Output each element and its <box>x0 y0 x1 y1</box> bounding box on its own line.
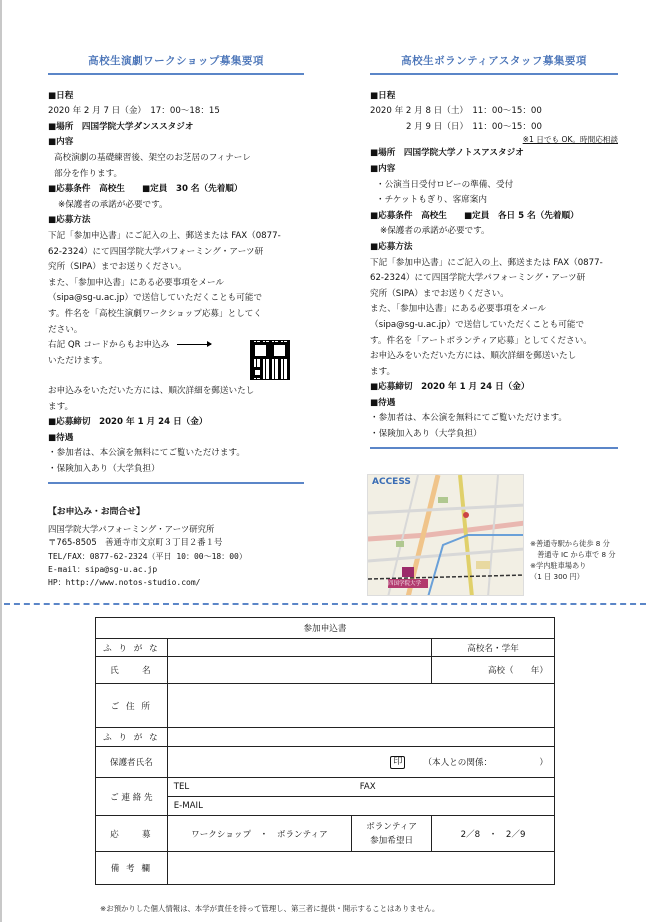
contact-email[interactable]: E-mail：sipa@sg-u.ac.jp <box>48 564 158 574</box>
contact-hp[interactable]: HP：http://www.notos-studio.com/ <box>48 578 201 588</box>
text-line: ■内容 <box>48 137 74 148</box>
text-line: ■場所 四国学院大学ノトスアスタジオ <box>370 148 524 159</box>
workshop-title: 高校生演劇ワークショップ募集要項 <box>48 54 304 75</box>
text-line: 究所（SIPA）までお送りください。 <box>370 288 509 299</box>
left-divider <box>48 482 304 484</box>
text-line: ※保護者の承諾が必要です。 <box>380 226 490 237</box>
text-line: ます。 <box>370 366 396 377</box>
guardian-field[interactable] <box>167 747 554 778</box>
text-line: 62-2324）にて四国学院大学パフォーミング・アーツ研 <box>370 273 586 284</box>
text-line: お申込みをいただいた方には、順次詳細を郵送いたし <box>370 351 577 362</box>
access-map <box>367 474 524 596</box>
contact-label: ご 連 絡 先 <box>96 778 168 816</box>
text-line: 2020 年 2 月 7 日（金） 17：00～18：15 <box>48 106 220 117</box>
map-note: ※善通寺駅から徒歩 8 分 <box>530 539 610 548</box>
left-border <box>0 0 2 922</box>
contact-title: 【お申込み・お問合せ】 <box>48 507 145 517</box>
text-line: ・参加者は、本公演を無料にてご覧いただけます。 <box>370 413 567 424</box>
remarks-field[interactable] <box>167 852 554 885</box>
text-line: 高校演劇の基礎練習後、架空のお芝居のフィナーレ <box>54 152 251 163</box>
text-line: ・チケットもぎり、客席案内 <box>376 195 487 206</box>
school-header: 高校名・学年 <box>432 639 555 657</box>
text-line: ■応募締切 2020 年 1 月 24 日（金） <box>48 417 208 428</box>
map-note: （1 日 300 円） <box>530 572 584 581</box>
text-line: ■場所 四国学院大学ダンススタジオ <box>48 121 194 132</box>
text-line: 究所（SIPA）までお送りください。 <box>48 262 187 273</box>
seal-mark: 印 <box>390 756 405 769</box>
text-line: お申込みをいただいた方には、順次詳細を郵送いたし <box>48 386 255 397</box>
text-line: ■待遇 <box>370 397 396 408</box>
text-line: （sipa@sg-u.ac.jp）で送信していただくことも可能で <box>48 293 263 304</box>
tel-label: TEL <box>173 782 190 792</box>
vol-date-label-2: 参加希望日 <box>370 835 414 846</box>
apply-label: 応 募 <box>96 816 168 852</box>
text-line: （sipa@sg-u.ac.jp）で送信していただくことも可能で <box>370 319 585 330</box>
text-line: ・公演当日受付ロビーの準備、受付 <box>376 179 514 190</box>
qr-row <box>48 338 304 380</box>
name-field[interactable] <box>167 657 431 684</box>
text-line: ださい。 <box>48 324 83 335</box>
furigana2-label: ふ り が な <box>96 728 168 747</box>
text-line: ■日程 <box>370 90 396 101</box>
text-line: ■待遇 <box>48 432 74 443</box>
school-field[interactable]: 高校（ 年） <box>432 657 555 684</box>
text-line: 下記「参加申込書」にご記入の上、郵送または FAX（0877- <box>48 230 281 241</box>
email-label: E-MAIL <box>173 801 203 811</box>
text-line: す。件名を「高校生演劇ワークショップ応募」としてく <box>48 308 262 319</box>
access-map-graphic <box>368 475 524 596</box>
text-line: 62-2324）にて四国学院大学パフォーミング・アーツ研 <box>48 246 264 257</box>
schedule-note: ※1 日でも OK。時間応相談 <box>522 135 618 145</box>
remarks-label: 備 考 欄 <box>96 852 168 885</box>
furigana2-field[interactable] <box>167 728 554 747</box>
workshop-details <box>48 89 304 339</box>
map-note: 善通寺 IC から車で 8 分 <box>530 550 616 559</box>
text-line: また、「参加申込書」にある必要事項をメール <box>48 277 224 288</box>
text-line: ■応募方法 <box>48 215 91 226</box>
text-line: ■内容 <box>370 163 396 174</box>
address-field[interactable] <box>167 684 554 728</box>
fax-label: FAX <box>359 782 376 792</box>
workshop-section <box>48 54 304 484</box>
qr-code-icon[interactable] <box>250 340 290 380</box>
map-note: ※学内駐車場あり <box>530 561 587 570</box>
apply-options[interactable]: ワークショップ ・ ボランティア <box>167 816 351 852</box>
text-line: ・保険加入あり（大学負担） <box>370 429 482 440</box>
vol-date-label <box>352 816 432 852</box>
cut-line <box>4 603 646 605</box>
relation-field: （本人との関係： ） <box>423 758 548 768</box>
guardian-label: 保護者氏名 <box>96 747 168 778</box>
furigana-label: ふ り が な <box>96 639 168 657</box>
privacy-note: ※お預かりした個人情報は、本学が責任を持って管理し、第三者に提供・開示することはありません。 <box>100 904 440 913</box>
tel-fax-field[interactable] <box>167 778 554 797</box>
text-line: ■日程 <box>48 90 74 101</box>
text-line: ■応募方法 <box>370 241 413 252</box>
map-heading: ACCESS <box>372 477 411 487</box>
text-line: 2020 年 2 月 8 日（土） 11：00～15：00 <box>370 106 542 117</box>
vol-date-label-1: ボランティア <box>366 821 418 832</box>
contact-block <box>48 506 247 589</box>
text-line: 2 月 9 日（日） 11：00～15：00 <box>406 121 542 132</box>
qr-text-1: 右記 QR コードからもお申込み <box>48 338 211 354</box>
form-title: 参加申込書 <box>96 618 555 639</box>
contact-tel: TEL/FAX：0877-62-2324（平日 10：00～18：00） <box>48 551 247 561</box>
arrow-right-icon <box>177 344 211 345</box>
email-field[interactable] <box>167 797 554 816</box>
qr-text-2: いただけます。 <box>48 355 108 366</box>
right-divider <box>370 447 618 449</box>
workshop-details-2 <box>48 384 304 478</box>
text-line: ■応募条件 高校生 ■定員 各日 5 名（先着順） <box>370 210 579 221</box>
vol-dates[interactable]: 2／8 ・ 2／9 <box>432 816 555 852</box>
text-line: 部分を作ります。 <box>54 168 123 179</box>
text-line: す。件名を「アートボランティア応募」としてください。 <box>370 335 592 346</box>
text-line: ■応募条件 高校生 ■定員 30 名（先着順） <box>48 184 243 195</box>
text-line: ・参加者は、本公演を無料にてご覧いただけます。 <box>48 448 245 459</box>
text-line: 下記「参加申込書」にご記入の上、郵送または FAX（0877- <box>370 257 603 268</box>
volunteer-schedule <box>370 89 618 136</box>
volunteer-section <box>370 54 618 449</box>
map-campus-label: 四国学院大学 <box>388 581 422 587</box>
map-notes <box>530 538 616 582</box>
application-form <box>95 617 555 885</box>
furigana-field[interactable] <box>167 639 431 657</box>
text-line: ます。 <box>48 401 74 412</box>
address-label: ご 住 所 <box>96 684 168 728</box>
name-label: 氏 名 <box>96 657 168 684</box>
text-line: また、「参加申込書」にある必要事項をメール <box>370 304 546 315</box>
volunteer-details <box>370 146 618 442</box>
text-line: ■応募締切 2020 年 1 月 24 日（金） <box>370 382 530 393</box>
contact-address: 〒765-8505 善通寺市文京町３丁目２番１号 <box>48 537 223 548</box>
contact-org: 四国学院大学パフォーミング・アーツ研究所 <box>48 524 215 535</box>
volunteer-title: 高校生ボランティアスタッフ募集要項 <box>370 54 618 75</box>
text-line: ※保護者の承諾が必要です。 <box>58 199 168 210</box>
text-line: ・保険加入あり（大学負担） <box>48 464 160 475</box>
